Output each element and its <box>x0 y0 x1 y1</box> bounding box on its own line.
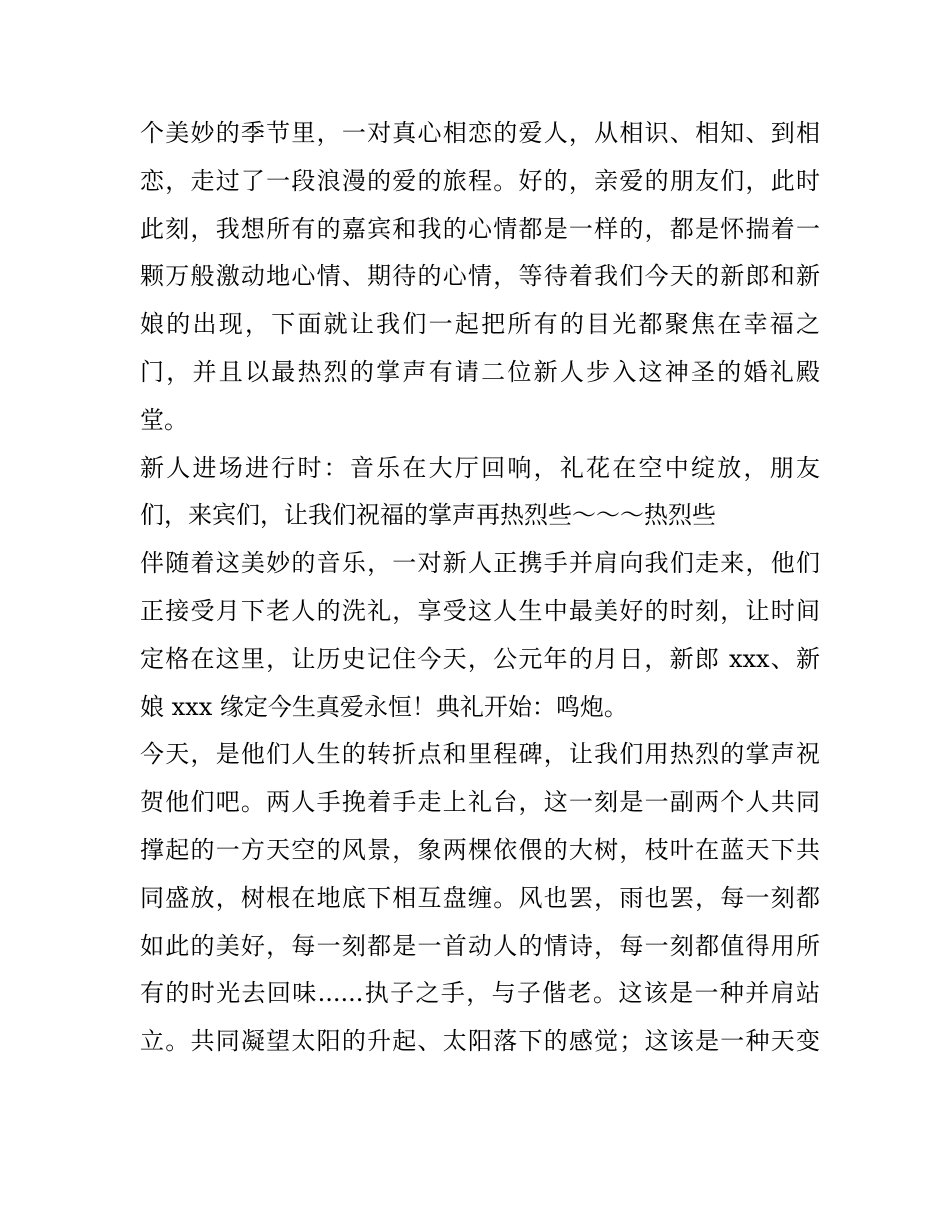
text-line: 恋，走过了一段浪漫的爱的旅程。好的，亲爱的朋友们，此时 <box>140 166 820 195</box>
text-line: 门，并且以最热烈的掌声有请二位新人步入这神圣的婚礼殿 <box>140 357 820 386</box>
text-line: 正接受月下老人的洗礼，享受这人生中最美好的时刻，让时间 <box>140 596 820 625</box>
body-text <box>140 110 820 1066</box>
text-line: 撑起的一方天空的风景，象两棵依偎的大树，枝叶在蓝天下共 <box>140 835 820 864</box>
text-line: 此刻，我想所有的嘉宾和我的心情都是一样的，都是怀揣着一 <box>140 214 820 243</box>
text-line: 个美妙的季节里，一对真心相恋的爱人，从相识、相知、到相 <box>140 119 820 147</box>
text-line: 娘 xxx 缘定今生真爱永恒！典礼开始：鸣炮。 <box>140 692 628 721</box>
text-line: 同盛放，树根在地底下相互盘缠。风也罢，雨也罢，每一刻都 <box>140 883 820 912</box>
text-line: 伴随着这美妙的音乐，一对新人正携手并肩向我们走来，他们 <box>140 549 820 578</box>
text-line: 立。共同凝望太阳的升起、太阳落下的感觉；这该是一种天变 <box>140 1027 820 1056</box>
text-line: 娘的出现，下面就让我们一起把所有的目光都聚焦在幸福之 <box>140 310 820 339</box>
text-line: 贺他们吧。两人手挽着手走上礼台，这一刻是一副两个人共同 <box>140 788 820 817</box>
text-line: 们，来宾们，让我们祝福的掌声再热烈些～～～热烈些 <box>140 501 716 530</box>
text-line: 如此的美好，每一刻都是一首动人的情诗，每一刻都值得用所 <box>140 931 820 960</box>
text-line: 堂。 <box>140 405 188 434</box>
text-line: 新人进场进行时：音乐在大厅回响，礼花在空中绽放，朋友 <box>140 453 820 482</box>
text-line: 今天，是他们人生的转折点和里程碑，让我们用热烈的掌声祝 <box>140 740 820 769</box>
text-line: 定格在这里，让历史记住今天，公元年的月日，新郎 xxx、新 <box>140 644 820 673</box>
text-line: 颗万般激动地心情、期待的心情，等待着我们今天的新郎和新 <box>140 262 820 291</box>
text-line: 有的时光去回味......执子之手，与子偕老。这该是一种并肩站 <box>140 979 820 1008</box>
